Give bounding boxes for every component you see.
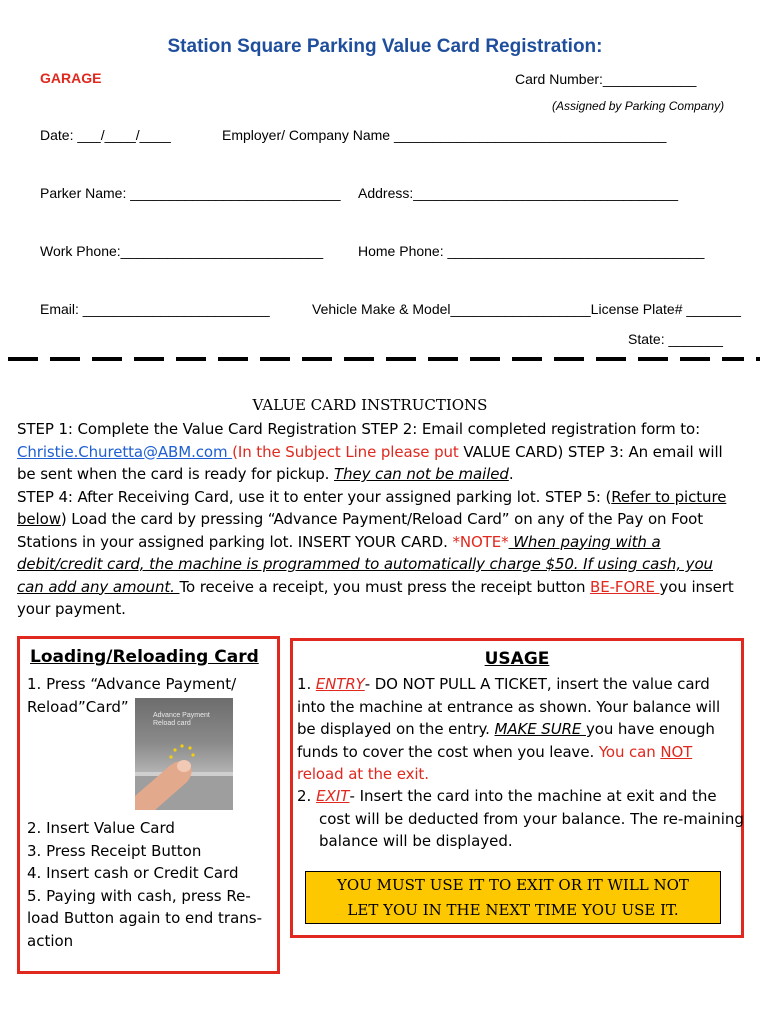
loading-step-4: 4. Insert cash or Credit Card [27,864,239,882]
instructions-text: STEP 1: Complete the Value Card Registration STEP 2: Email completed registration form to: Christie.Churetta@ABM.com (In the Subject Line please put VALUE CARD) STEP 3: An email will be sent when the card is ready for pickup. They can not be mailed. STEP 4: After Receiving Card, use it to enter your assigned parking lot. STEP 5: (Refer to picture below) Load the card by pressing “Advance Payment/Reload Card” on any of the Pay on Foot Stations in your assigned parking lot. INSERT YOUR CARD. *NOTE* When paying with a debit/credit card, the machine is programmed to automatically charge $50. If using cash, you can add any amount. To receive a receipt, you must press the receipt button BE-FORE you insert your payment. [17,420,734,618]
loading-steps [27,817,272,952]
loading-heading: Loading/Reloading Card [30,647,259,667]
card-number-field[interactable]: Card Number:____________ [515,71,697,87]
usage-exit: 2. EXIT- Insert the card into the machine at exit and the cost will be deducted from your balance. The re-maining balance will be displayed. [297,787,744,850]
reload-button-photo: Advance Payment Reload card [135,698,233,810]
garage-label: GARAGE [40,70,102,86]
loading-step-1: 1. Press “Advance Payment/ Reload”Card” [27,675,237,716]
page-title: Station Square Parking Value Card Registration: [167,36,603,57]
email-field[interactable]: Email: ________________________ [40,301,270,317]
email-link[interactable]: Christie.Churetta@ABM.com [17,442,233,461]
instructions-heading: VALUE CARD INSTRUCTIONS [252,396,488,414]
employer-field[interactable]: Employer/ Company Name ___________________________________ [222,127,667,143]
warning-line-2: LET YOU IN THE NEXT TIME YOU USE IT. [347,901,679,919]
work-phone-field[interactable]: Work Phone:__________________________ [40,243,324,259]
usage-heading: USAGE [484,649,550,669]
loading-step-2: 2. Insert Value Card [27,819,175,837]
home-phone-field[interactable]: Home Phone: _________________________________ [358,243,705,259]
loading-step-5: 5. Paying with cash, press Re-load Button again to end trans-action [27,886,263,950]
state-field[interactable]: State: _______ [628,331,723,347]
warning-banner [305,871,721,924]
usage-entry: 1. ENTRY- DO NOT PULL A TICKET, insert the value card into the machine at entrance as shown. Your balance will be displayed on the entry. MAKE SURE you have enough funds to cover the cost when you leave. You can NOT reload at the exit. [297,675,721,783]
address-field[interactable]: Address:__________________________________ [358,185,678,201]
loading-step-3: 3. Press Receipt Button [27,841,202,860]
parker-name-field[interactable]: Parker Name: ___________________________ [40,185,341,201]
warning-line-1: YOU MUST USE IT TO EXIT OR IT WILL NOT [337,876,689,894]
assigned-note: (Assigned by Parking Company) [552,99,725,113]
vehicle-license-field[interactable]: Vehicle Make & Model__________________License Plate# _______ [312,301,741,317]
date-field[interactable]: Date: ___/____/____ [40,127,171,143]
